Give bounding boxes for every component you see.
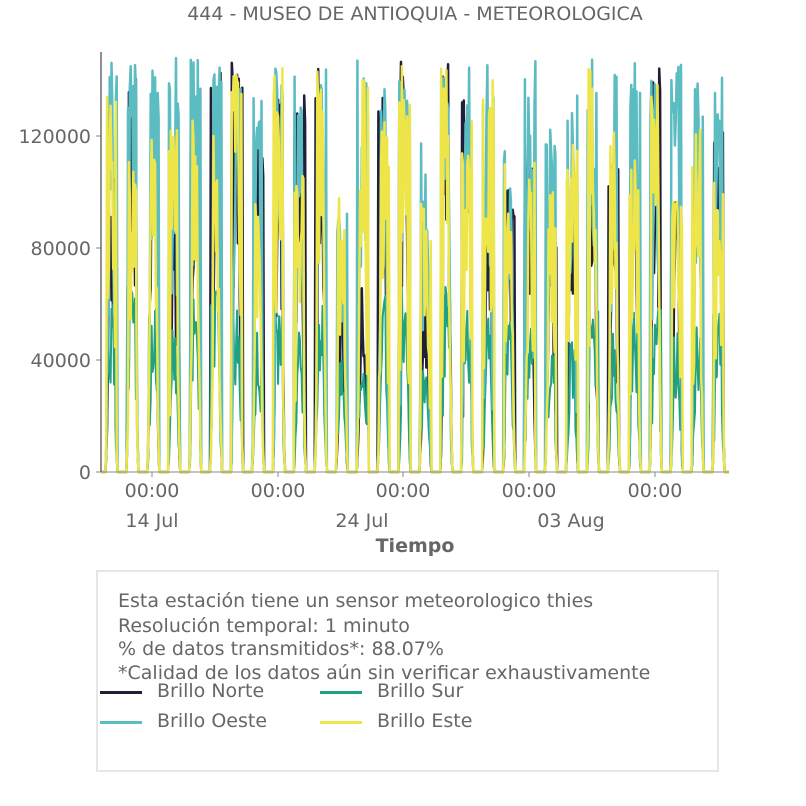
plot-area — [101, 58, 729, 472]
legend-swatch-este — [320, 721, 362, 724]
info-quality-note: *Calidad de los datos aún sin verificar exhaustivamente — [118, 662, 651, 684]
x-tick-label: 00:00 — [375, 480, 431, 502]
x-axis — [125, 472, 683, 532]
x-tick-label: 00:00 — [627, 480, 683, 502]
x-tick-label: 00:00 — [124, 480, 180, 502]
legend-label-oeste: Brillo Oeste — [157, 710, 268, 732]
info-sensor: Esta estación tiene un sensor meteorologico thies — [118, 590, 594, 612]
x-tick-label: 00:00 — [501, 480, 557, 502]
y-tick-label: 0 — [78, 462, 91, 484]
y-tick-label: 80000 — [30, 238, 91, 260]
series-line-brillo-oeste — [101, 58, 729, 472]
info-resolution: Resolución temporal: 1 minuto — [118, 615, 410, 637]
chart-title: 444 - MUSEO DE ANTIOQUIA - METEOROLOGICA — [187, 3, 643, 25]
info-data-percent: % de datos transmitidos*: 88.07% — [118, 638, 444, 660]
y-tick-label: 40000 — [30, 350, 91, 372]
x-tick-label: 00:00 — [250, 480, 306, 502]
y-tick-label: 120000 — [18, 126, 91, 148]
legend-swatch-norte — [100, 691, 142, 694]
legend-label-norte: Brillo Norte — [157, 680, 265, 702]
x-axis-label: Tiempo — [375, 535, 455, 557]
x-date-label: 14 Jul — [125, 510, 179, 532]
y-axis — [18, 126, 101, 484]
info-legend-box — [96, 570, 719, 772]
x-date-label: 24 Jul — [335, 510, 389, 532]
legend-label-este: Brillo Este — [377, 710, 473, 732]
legend-label-sur: Brillo Sur — [377, 680, 464, 702]
legend-swatch-sur — [320, 691, 362, 694]
x-date-label: 03 Aug — [537, 510, 605, 532]
legend-swatch-oeste — [100, 721, 142, 724]
series-line-brillo-sur — [101, 286, 729, 472]
